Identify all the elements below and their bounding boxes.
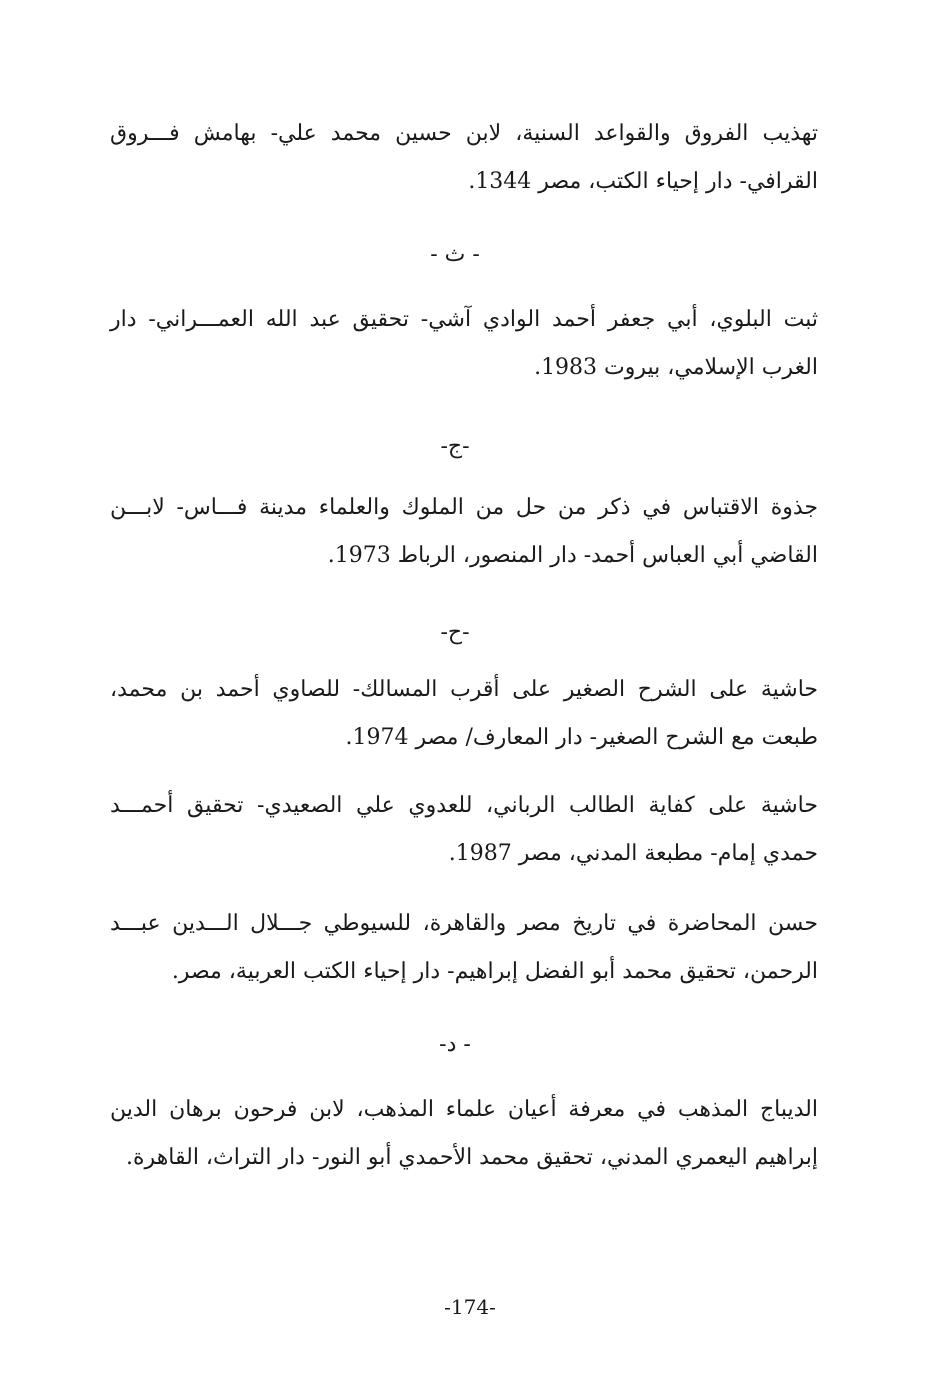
bibliography-entry-hashiya-sawi (110, 666, 818, 762)
bibliography-entry-thabat (110, 296, 818, 392)
section-heading-jim: -ج- (440, 434, 470, 459)
bibliography-entry-tahdhib (110, 110, 818, 206)
entry-line: الغرب الإسلامي، بيروت 1983. (534, 355, 818, 380)
bibliography-entry-dibaj (110, 1086, 818, 1182)
entry-line: إبراهيم اليعمري المدني، تحقيق محمد الأحمدي أبو النور- دار التراث، القاهرة. (126, 1145, 818, 1170)
entry-line: حاشية على كفاية الطالب الرباني، للعدوي علي الصعيدي- تحقيق أحمـــد (110, 793, 818, 818)
entry-line: حسن المحاضرة في تاريخ مصر والقاهرة، للسيوطي جـــلال الـــدين عبـــد (110, 911, 818, 936)
section-heading-ha: -ح- (440, 620, 470, 645)
entry-line: الرحمن، تحقيق محمد أبو الفضل إبراهيم- دار إحياء الكتب العربية، مصر. (171, 959, 818, 984)
entry-line: طبعت مع الشرح الصغير- دار المعارف/ مصر 1974. (345, 725, 818, 750)
section-heading-dal: - د- (439, 1032, 471, 1057)
entry-line: حمدي إمام- مطبعة المدني، مصر 1987. (448, 841, 818, 866)
section-heading-tha: - ث - (430, 242, 480, 267)
page-number: -174- (444, 1295, 496, 1319)
entry-line: القرافي- دار إحياء الكتب، مصر 1344. (468, 169, 818, 194)
entry-line: حاشية على الشرح الصغير على أقرب المسالك- للصاوي أحمد بن محمد، (110, 677, 818, 702)
bibliography-entry-hashiya-adawi (110, 782, 818, 878)
entry-line: تهذيب الفروق والقواعد السنية، لابن حسين محمد علي- بهامش فـــروق (110, 121, 818, 146)
entry-line: جذوة الاقتباس في ذكر من حل من الملوك والعلماء مدينة فـــاس- لابـــن (110, 495, 818, 520)
entry-line: القاضي أبي العباس أحمد- دار المنصور، الرباط 1973. (327, 543, 818, 568)
entry-line: الديباج المذهب في معرفة أعيان علماء المذهب، لابن فرحون برهان الدين (110, 1097, 818, 1122)
entry-line: ثبت البلوي، أبي جعفر أحمد الوادي آشي- تحقيق عبد الله العمـــراني- دار (110, 307, 818, 332)
bibliography-entry-jadhwa (110, 484, 818, 580)
bibliography-entry-husn-almuhadara (110, 900, 818, 996)
